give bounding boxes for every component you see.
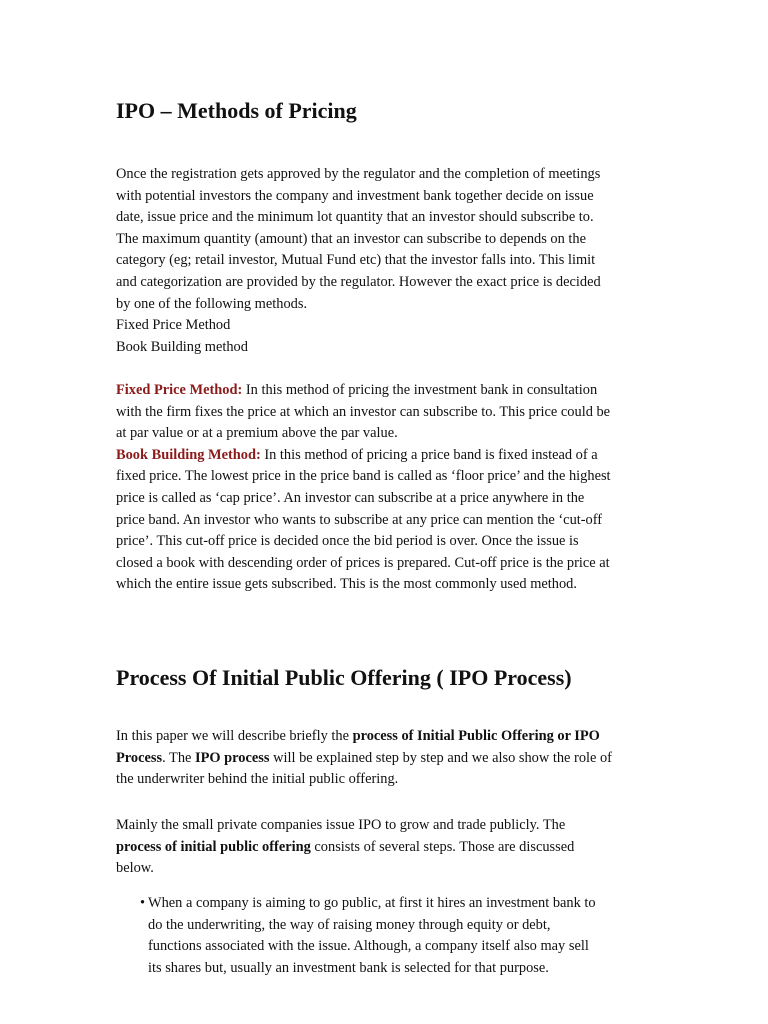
bold-fragment: Process	[116, 749, 163, 766]
text-fragment: In this paper we will describe briefly the	[116, 728, 353, 744]
text-line: with potential investors the company and investment bank together decide on issue	[116, 187, 594, 204]
text-line: the underwriter behind the initial public offering.	[116, 771, 399, 788]
text-line: category (eg; retail investor, Mutual Fund etc) that the investor falls into. This limit	[116, 252, 596, 269]
heading-ipo-process: Process Of Initial Public Offering ( IPO Process)	[116, 665, 572, 690]
process-intro-paragraph	[116, 726, 652, 791]
bullet-icon	[140, 893, 145, 915]
text-line: price is called as ‘cap price’. An investor can subscribe at a price anywhere in the	[116, 489, 585, 506]
text-line: and categorization are provided by the regulator. However the exact price is decided	[116, 273, 601, 290]
text-line	[116, 748, 652, 770]
text-line: below.	[116, 860, 154, 877]
bold-fragment: process of Initial Public Offering or IPO	[352, 728, 600, 744]
method-list-item: Fixed Price Method	[116, 317, 231, 334]
text-line: do the underwriting, the way of raising money through equity or debt,	[148, 916, 551, 933]
text-line: price band. An investor who wants to subscribe at any price can mention the ‘cut-off	[116, 511, 603, 528]
bold-fragment: process of initial public offering	[116, 838, 311, 855]
book-building-line	[116, 445, 652, 467]
text-line: its shares but, usually an investment bank is selected for that purpose.	[148, 959, 549, 976]
text-fragment: . The	[162, 749, 195, 766]
text-line: The maximum quantity (amount) that an investor can subscribe to depends on the	[116, 230, 586, 247]
text-line: When a company is aiming to go public, at first it hires an investment bank to	[148, 895, 596, 911]
text-line: price’. This cut-off price is decided once the bid period is over. Once the issue is	[116, 533, 579, 550]
intro-paragraph	[116, 164, 652, 358]
fixed-price-label: Fixed Price Method:	[116, 382, 243, 398]
text-line: Once the registration gets approved by the regulator and the completion of meetings	[116, 166, 601, 182]
process-steps-list	[116, 893, 656, 979]
text-line: Mainly the small private companies issue IPO to grow and trade publicly. The	[116, 817, 566, 833]
text-line: fixed price. The lowest price in the price band is called as ‘floor price’ and the highest	[116, 468, 611, 485]
text-line: closed a book with descending order of prices is prepared. Cut-off price is the price at	[116, 554, 610, 571]
process-steps-intro	[116, 815, 652, 880]
method-list-item: Book Building method	[116, 338, 248, 355]
heading-methods-of-pricing: IPO – Methods of Pricing	[116, 98, 357, 123]
text-fragment: In this method of pricing a price band is fixed instead of a	[260, 446, 598, 463]
bold-fragment: IPO process	[195, 749, 270, 766]
text-line: by one of the following methods.	[116, 295, 308, 312]
methods-description	[116, 380, 652, 596]
text-line: which the entire issue gets subscribed. This is the most commonly used method.	[116, 576, 577, 593]
text-fragment: In this method of pricing the investment bank in consultation	[242, 382, 598, 398]
list-item	[116, 893, 656, 979]
text-fragment: will be explained step by step and we also show the role of	[269, 749, 612, 766]
book-building-label: Book Building Method:	[116, 446, 261, 463]
text-line: at par value or at a premium above the par value.	[116, 425, 398, 442]
text-line: functions associated with the issue. Although, a company itself also may sell	[148, 938, 589, 955]
text-line	[116, 837, 652, 859]
text-line: date, issue price and the minimum lot quantity that an investor should subscribe to.	[116, 209, 594, 226]
text-line: with the firm fixes the price at which an investor can subscribe to. This price could be	[116, 403, 611, 420]
fixed-price-line	[116, 380, 652, 402]
text-fragment: consists of several steps. Those are discussed	[310, 838, 575, 855]
text-line	[116, 726, 652, 748]
